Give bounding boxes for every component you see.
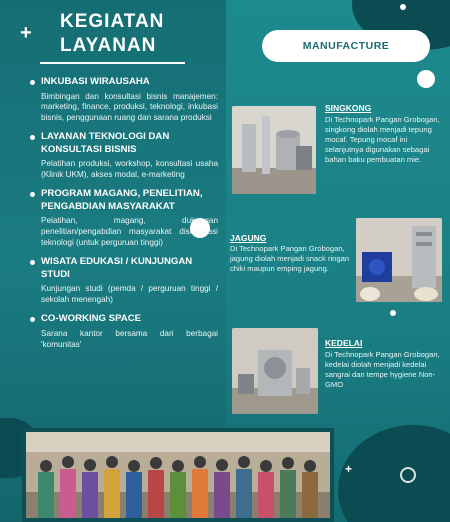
page-title — [60, 10, 164, 58]
section-inkubasi — [28, 76, 218, 123]
section-heading: CO-WORKING SPACE — [41, 313, 142, 325]
bullet-icon — [30, 135, 35, 140]
kedelai-machine-photo — [232, 328, 318, 414]
services-list — [28, 76, 218, 358]
section-body: Pelatihan produksi, workshop, konsultasi usaha (Klinik UKM), akses modal, e-marketing — [41, 159, 218, 179]
title-underline — [40, 62, 185, 64]
singkong-machine-photo — [232, 106, 316, 194]
group-photo — [22, 428, 334, 522]
jagung-machine-photo — [356, 218, 442, 302]
section-body: Pelatihan, magang, dukungan penelitian/pengabdian masyarakat diseminasi teknologi (untuk perguruan tinggi) — [41, 216, 218, 247]
section-heading: WISATA EDUKASI / KUNJUNGAN STUDI — [41, 256, 193, 280]
small-dot-decoration — [400, 4, 406, 10]
section-heading: LAYANAN TEKNOLOGI DAN KONSULTASI BISNIS — [41, 131, 170, 155]
product-desc-singkong: Di Technopark Pangan Grobogan, singkong diolah menjadi tepung mocaf. Tepung mocaf ini selanjutnya digunakan sebagai bahan baku pembuatan mie. — [325, 115, 440, 164]
plus-icon: + — [20, 22, 32, 44]
section-teknologi — [28, 131, 218, 180]
section-heading: PROGRAM MAGANG, PENELITIAN, PENGABDIAN MASYARAKAT — [41, 188, 203, 212]
section-magang — [28, 188, 218, 248]
section-wisata — [28, 256, 218, 305]
section-heading: INKUBASI WIRAUSAHA — [41, 76, 150, 87]
bullet-icon — [30, 317, 35, 322]
product-desc-kedelai: Di Technopark Pangan Grobogan, kedelai diolah menjadi kedelai sangrai dan tempe hygiene Non-GMO — [325, 350, 440, 389]
white-dot-decoration — [417, 70, 435, 88]
section-body: Kunjungan studi (pemda / perguruan tinggi / sekolah menengah) — [41, 284, 218, 304]
product-name-jagung: JAGUNG — [230, 233, 267, 243]
manufacture-badge: MANUFACTURE — [262, 30, 430, 62]
bullet-icon — [30, 260, 35, 265]
section-body: Sarana kantor bersama dari berbagai 'komunitas' — [41, 328, 218, 349]
product-name-singkong: SINGKONG — [325, 103, 372, 113]
product-desc-jagung: Di Technopark Pangan Grobogan, jagung diolah menjadi snack ringan chiki maupun emping jagung. — [230, 244, 350, 273]
section-coworking — [28, 313, 218, 350]
ring-decoration — [400, 467, 416, 483]
bullet-icon — [30, 192, 35, 197]
plus-icon: + — [345, 462, 353, 476]
small-dot-decoration — [390, 310, 396, 316]
product-name-kedelai: KEDELAI — [325, 338, 363, 348]
section-body: Bimbingan dan konsultasi bisnis manajemen: marketing, finance, produksi, teknologi, inkubasi bisnis, penggunaan ruang dan sarana produksi — [41, 91, 218, 122]
title-line-1: KEGIATAN — [60, 11, 165, 32]
bullet-icon — [30, 80, 35, 85]
title-line-2: LAYANAN — [60, 35, 157, 56]
